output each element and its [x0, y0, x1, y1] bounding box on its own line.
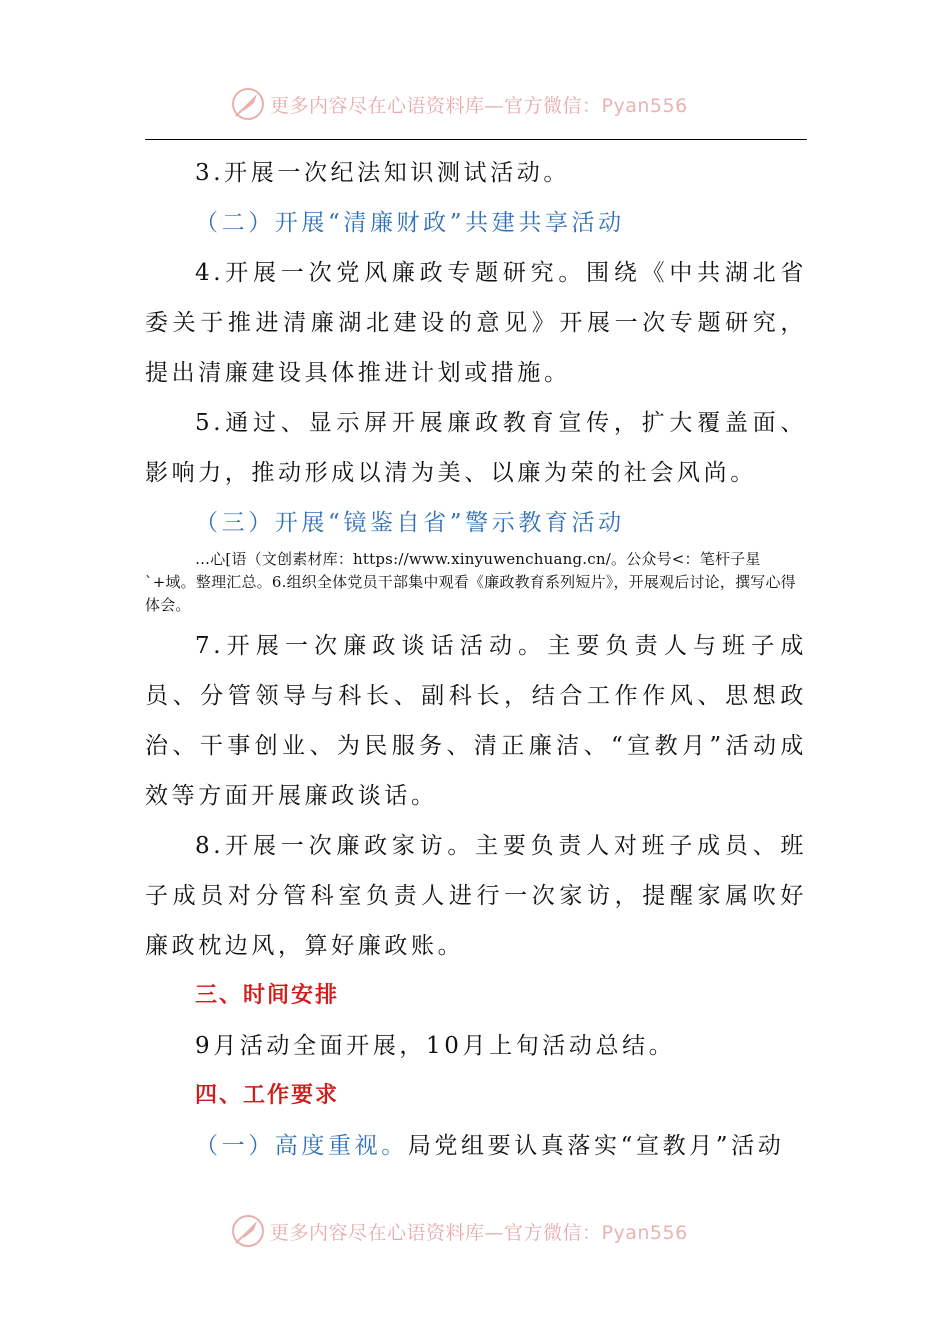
footer-watermark — [230, 1211, 750, 1251]
subsection-heading-3: （三）开展“镜鉴自省”警示教育活动 — [195, 510, 625, 536]
subsection-heading-2: （二）开展“清廉财政”共建共享活动 — [195, 210, 625, 236]
paragraph-4: 4.开展一次党风廉政专题研究。围绕《中共湖北省委关于推进清廉湖北建设的意见》开展一次专题研究，提出清廉建设具体推进计划或措施。 — [145, 260, 807, 386]
paragraph-3: 3.开展一次纪法知识测试活动。 — [195, 160, 570, 186]
paragraph-8: 8.开展一次廉政家访。主要负责人对班子成员、班子成员对分管科室负责人进行一次家访，提醒家属吹好廉政枕边风，算好廉政账。 — [145, 833, 807, 959]
quill-logo-icon — [230, 1213, 266, 1249]
requirement-1 — [145, 1121, 807, 1171]
header-divider — [145, 139, 807, 140]
section-heading-3: 三、时间安排 — [195, 983, 340, 1008]
watermark-text: 更多内容尽在心语资料库—官方微信：Pyan556 — [270, 1221, 688, 1244]
paragraph-6-small: …心[语（文创素材库：https://www.xinyuwenchuang.cn/。公众号<：笔杆子星`+域。整理汇总。6.组织全体党员干部集中观看《廉政教育系列短片》，开展观后讨论，撰写心得体会。 — [145, 550, 796, 614]
document-body — [145, 148, 807, 1171]
paragraph-5: 5.通过、显示屏开展廉政教育宣传，扩大覆盖面、影响力，推动形成以清为美、以廉为荣的社会风尚。 — [145, 410, 807, 486]
header-watermark — [230, 84, 750, 124]
paragraph-7: 7.开展一次廉政谈话活动。主要负责人与班子成员、分管领导与科长、副科长，结合工作作风、思想政治、干事创业、为民服务、清正廉洁、“宣教月”活动成效等方面开展廉政谈话。 — [145, 633, 807, 809]
watermark-text: 更多内容尽在心语资料库—官方微信：Pyan556 — [270, 94, 688, 117]
paragraph-9: 9月活动全面开展，10月上旬活动总结。 — [195, 1033, 676, 1059]
requirement-1-body: 局党组要认真落实“宣教月”活动 — [407, 1133, 785, 1159]
requirement-1-heading: （一）高度重视。 — [195, 1133, 408, 1159]
quill-logo-icon — [230, 86, 266, 122]
section-heading-4: 四、工作要求 — [195, 1083, 340, 1108]
